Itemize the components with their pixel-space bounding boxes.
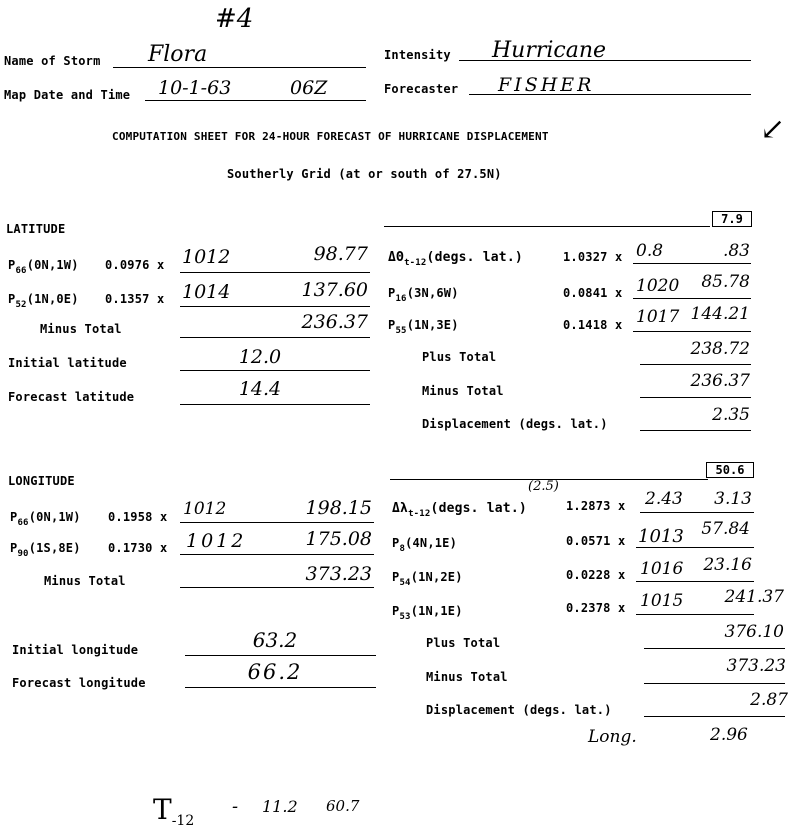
lon-p90-input: 1012 <box>186 530 247 552</box>
lon-p66-input: 1012 <box>183 499 227 519</box>
lat-p52-result: 137.60 <box>301 279 368 301</box>
sheet-number: #4 <box>215 4 254 34</box>
lat-minus-total-label: Minus Total <box>40 322 122 336</box>
lon-p53-result: 241.37 <box>724 587 784 607</box>
lat-p52-line <box>180 306 370 307</box>
lat-p16-line <box>633 298 751 299</box>
lat-p55-result: 144.21 <box>690 304 750 324</box>
lon-minus-total-label: Minus Total <box>44 574 126 588</box>
lon-p90-label: $P_{90}(1S,8E)$ <box>10 541 81 559</box>
lat-p16-coef: 0.0841 x <box>563 286 623 300</box>
storm-name-label: Name of Storm <box>4 54 101 68</box>
lat-minus-total-label-right: Minus Total <box>422 384 504 398</box>
lon-p53-line <box>636 614 754 615</box>
forecast-latitude-line <box>180 404 370 405</box>
lon-p66-coef: 0.1958 x <box>108 510 168 524</box>
sheet-subtitle: Southerly Grid (at or south of 27.5N) <box>227 167 502 181</box>
lon-plus-total-line <box>644 648 785 649</box>
lon-plus-total-value: 376.10 <box>724 622 784 642</box>
lon-p53-coef: 0.2378 x <box>566 601 626 615</box>
lat-plus-total-value: 238.72 <box>690 339 750 359</box>
lon-p66-label: $P_{66}(0N,1W)$ <box>10 510 81 528</box>
initial-longitude-label: Initial longitude <box>12 643 139 657</box>
forecaster-value: FISHER <box>498 74 595 96</box>
latitude-top-line <box>384 226 710 227</box>
lon-p8-line <box>636 547 754 548</box>
storm-name-value: Flora <box>148 42 208 67</box>
corner-arrow-mark: ↙ <box>760 112 786 147</box>
lat-p55-line <box>633 331 751 332</box>
lat-minus-total-line-right <box>640 397 751 398</box>
lon-minus-total-label-right: Minus Total <box>426 670 508 684</box>
lat-p55-input: 1017 <box>636 307 680 327</box>
intensity-value: Hurricane <box>492 38 607 63</box>
lon-delta-input: 2.43 <box>645 489 683 509</box>
lat-plus-total-line <box>640 364 751 365</box>
sheet-title: COMPUTATION SHEET FOR 24-HOUR FORECAST OF HURRICANE DISPLACEMENT <box>112 130 549 143</box>
map-time-value: 06Z <box>290 77 328 99</box>
lon-minus-total-value: 373.23 <box>305 563 372 585</box>
lon-p66-line <box>180 522 374 523</box>
latitude-box-value: 7.9 <box>712 211 752 227</box>
lat-displacement-line <box>640 430 751 431</box>
lon-plus-total-label: Plus Total <box>426 636 501 650</box>
storm-name-line <box>113 67 366 68</box>
lon-minus-total-line <box>180 587 374 588</box>
lat-p16-label: $P_{16}(3N,6W)$ <box>388 286 459 304</box>
initial-latitude-label: Initial latitude <box>8 356 127 370</box>
lon-p8-label: $P_8(4N,1E)$ <box>392 536 458 554</box>
lat-delta-input: 0.8 <box>636 241 664 261</box>
lon-displacement-value: 2.87 <box>750 690 788 710</box>
initial-latitude-value: 12.0 <box>238 346 282 368</box>
lon-p54-input: 1016 <box>640 559 684 579</box>
lat-p52-label: $P_{52}(1N,0E)$ <box>8 292 79 310</box>
initial-latitude-line <box>180 370 370 371</box>
lat-p66-label: $P_{66}(0N,1W)$ <box>8 258 79 276</box>
footer-t-label: $T_{-12}$ <box>153 793 195 829</box>
initial-longitude-line <box>185 655 376 656</box>
lon-displacement-label: Displacement (degs. lat.) <box>426 703 612 717</box>
lon-p54-result: 23.16 <box>703 555 752 575</box>
lat-p66-result: 98.77 <box>313 243 368 265</box>
forecast-longitude-line <box>185 687 376 688</box>
lon-delta-coef: 1.2873 x <box>566 499 626 513</box>
map-date-line <box>145 100 366 101</box>
lat-p52-coef: 0.1357 x <box>105 292 165 306</box>
lat-delta-coef: 1.0327 x <box>563 250 623 264</box>
lon-p66-result: 198.15 <box>305 497 372 519</box>
lon-delta-line <box>640 512 754 513</box>
long-value: 2.96 <box>710 725 748 745</box>
lat-p66-line <box>180 272 370 273</box>
lat-p66-coef: 0.0976 x <box>105 258 165 272</box>
lat-p55-coef: 0.1418 x <box>563 318 623 332</box>
latitude-section-label: LATITUDE <box>6 222 66 236</box>
footer-dash: - <box>232 796 239 817</box>
lon-delta-label: $\Delta\lambda_{t-12}(degs$. lat.) <box>392 501 527 519</box>
lat-delta-line <box>633 263 751 264</box>
intensity-label: Intensity <box>384 48 451 62</box>
lat-p66-input: 1012 <box>182 246 231 268</box>
initial-longitude-value: 63.2 <box>252 628 298 652</box>
lon-p90-coef: 0.1730 x <box>108 541 168 555</box>
longitude-box-value: 50.6 <box>706 462 754 478</box>
lat-minus-total-value: 236.37 <box>301 311 368 333</box>
lon-minus-total-line-right <box>644 683 785 684</box>
lon-p53-input: 1015 <box>640 591 684 611</box>
lon-p8-coef: 0.0571 x <box>566 534 626 548</box>
lat-plus-total-label: Plus Total <box>422 350 497 364</box>
lon-minus-total-value-right: 373.23 <box>726 656 786 676</box>
lat-delta-result: .83 <box>722 241 750 261</box>
forecast-latitude-label: Forecast latitude <box>8 390 135 404</box>
lon-p53-label: $P_{53}(1N,1E)$ <box>392 604 463 622</box>
lat-p16-result: 85.78 <box>701 272 750 292</box>
footer-lat: 11.2 <box>262 797 298 816</box>
forecast-longitude-value: 66.2 <box>247 660 303 684</box>
lon-displacement-line <box>644 716 785 717</box>
lon-p8-result: 57.84 <box>701 519 750 539</box>
lat-minus-total-line <box>180 337 370 338</box>
forecast-longitude-label: Forecast longitude <box>12 676 146 690</box>
forecaster-label: Forecaster <box>384 82 459 96</box>
lon-delta-result: 3.13 <box>714 489 752 509</box>
lat-displacement-label: Displacement (degs. lat.) <box>422 417 608 431</box>
lon-p90-line <box>180 554 374 555</box>
forecast-latitude-value: 14.4 <box>238 378 282 400</box>
lon-delta-note: (2.5) <box>528 479 559 494</box>
lat-displacement-value: 2.35 <box>712 405 750 425</box>
lon-p54-line <box>636 581 754 582</box>
long-label: Long. <box>588 727 637 747</box>
lon-p90-result: 175.08 <box>305 528 372 550</box>
lat-minus-total-value-right: 236.37 <box>690 371 750 391</box>
lat-delta-label: $\Delta\Theta_{t-12}(degs$. lat.) <box>388 250 523 268</box>
lon-p54-label: $P_{54}(1N,2E)$ <box>392 570 463 588</box>
lat-p16-input: 1020 <box>636 276 680 296</box>
lat-p55-label: $P_{55}(1N,3E)$ <box>388 318 459 336</box>
lon-p8-input: 1013 <box>638 526 684 547</box>
lat-p52-input: 1014 <box>182 281 231 303</box>
lon-p54-coef: 0.0228 x <box>566 568 626 582</box>
map-date-label: Map Date and Time <box>4 88 131 102</box>
footer-lon: 60.7 <box>326 797 360 815</box>
map-date-value: 10-1-63 <box>158 77 232 99</box>
longitude-section-label: LONGITUDE <box>8 474 75 488</box>
